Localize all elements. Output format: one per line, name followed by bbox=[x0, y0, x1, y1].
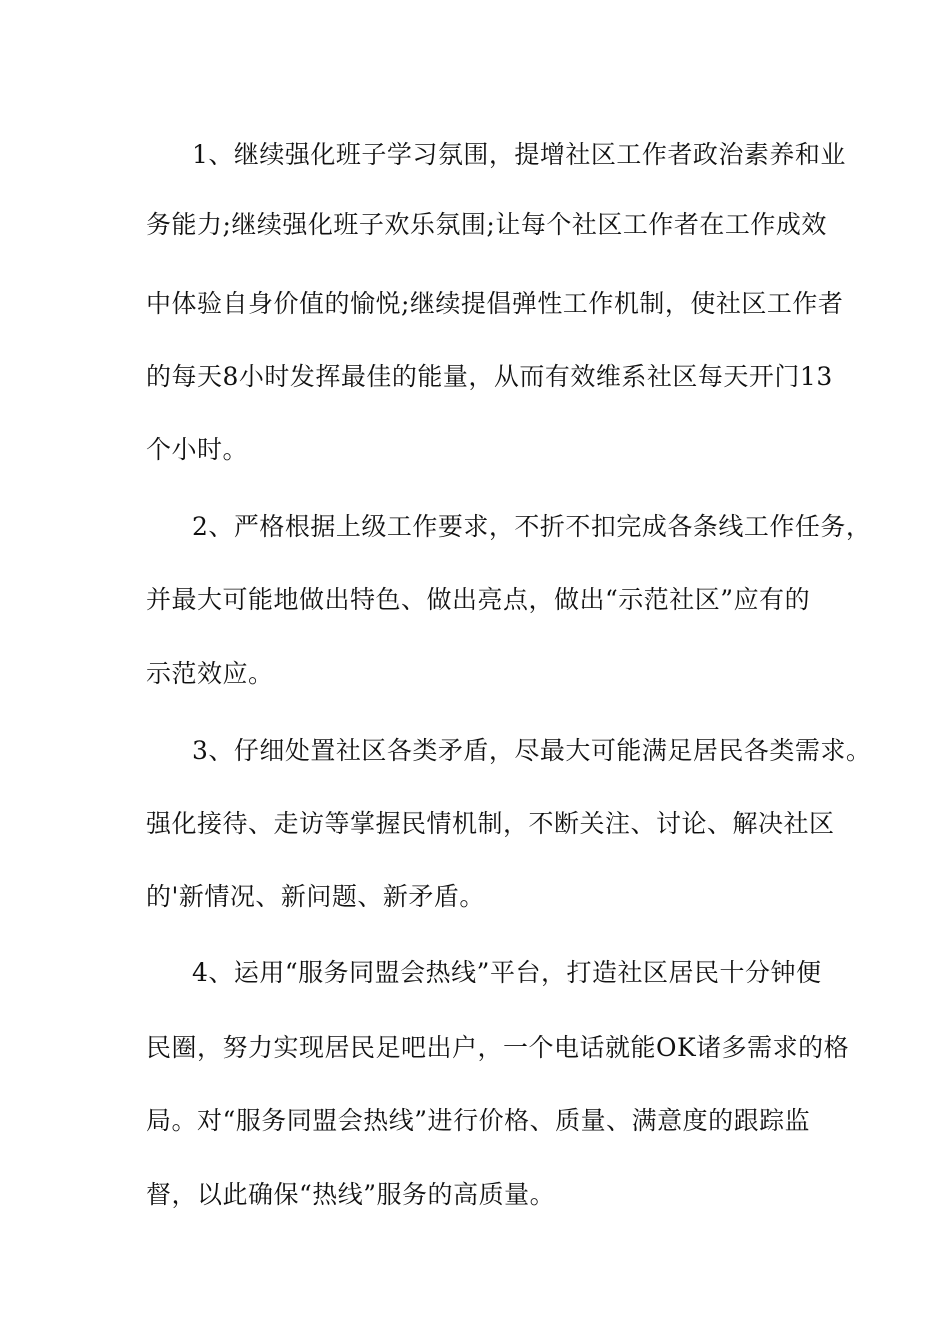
paragraph-1-line-5: 个小时。 bbox=[146, 435, 249, 464]
paragraph-3-line-1: 3、仔细处置社区各类矛盾，尽最大可能满足居民各类需求。 bbox=[192, 736, 872, 765]
paragraph-2-line-3: 示范效应。 bbox=[146, 659, 274, 688]
paragraph-1-line-1: 1、继续强化班子学习氛围，提增社区工作者政治素养和业 bbox=[192, 140, 846, 169]
paragraph-4-line-2: 民圈，努力实现居民足吧出户，一个电话就能OK诸多需求的格 bbox=[146, 1033, 850, 1062]
paragraph-4-line-1: 4、运用“服务同盟会热线”平台，打造社区居民十分钟便 bbox=[192, 958, 822, 987]
paragraph-3-line-2: 强化接待、走访等掌握民情机制，不断关注、讨论、解决社区 bbox=[146, 809, 835, 838]
paragraph-2-line-1: 2、严格根据上级工作要求，不折不扣完成各条线工作任务， bbox=[192, 512, 872, 541]
paragraph-1-line-2: 务能力;继续强化班子欢乐氛围;让每个社区工作者在工作成效 bbox=[146, 210, 827, 239]
paragraph-3-line-3: 的'新情况、新问题、新矛盾。 bbox=[146, 882, 485, 911]
paragraph-4-line-4: 督，以此确保“热线”服务的高质量。 bbox=[146, 1180, 556, 1209]
paragraph-1-line-4: 的每天8小时发挥最佳的能量，从而有效维系社区每天开门13 bbox=[146, 362, 833, 391]
paragraph-2-line-2: 并最大可能地做出特色、做出亮点，做出“示范社区”应有的 bbox=[146, 585, 811, 614]
paragraph-4-line-3: 局。对“服务同盟会热线”进行价格、质量、满意度的跟踪监 bbox=[146, 1106, 811, 1135]
paragraph-1-line-3: 中体验自身价值的愉悦;继续提倡弹性工作机制，使社区工作者 bbox=[146, 289, 844, 318]
